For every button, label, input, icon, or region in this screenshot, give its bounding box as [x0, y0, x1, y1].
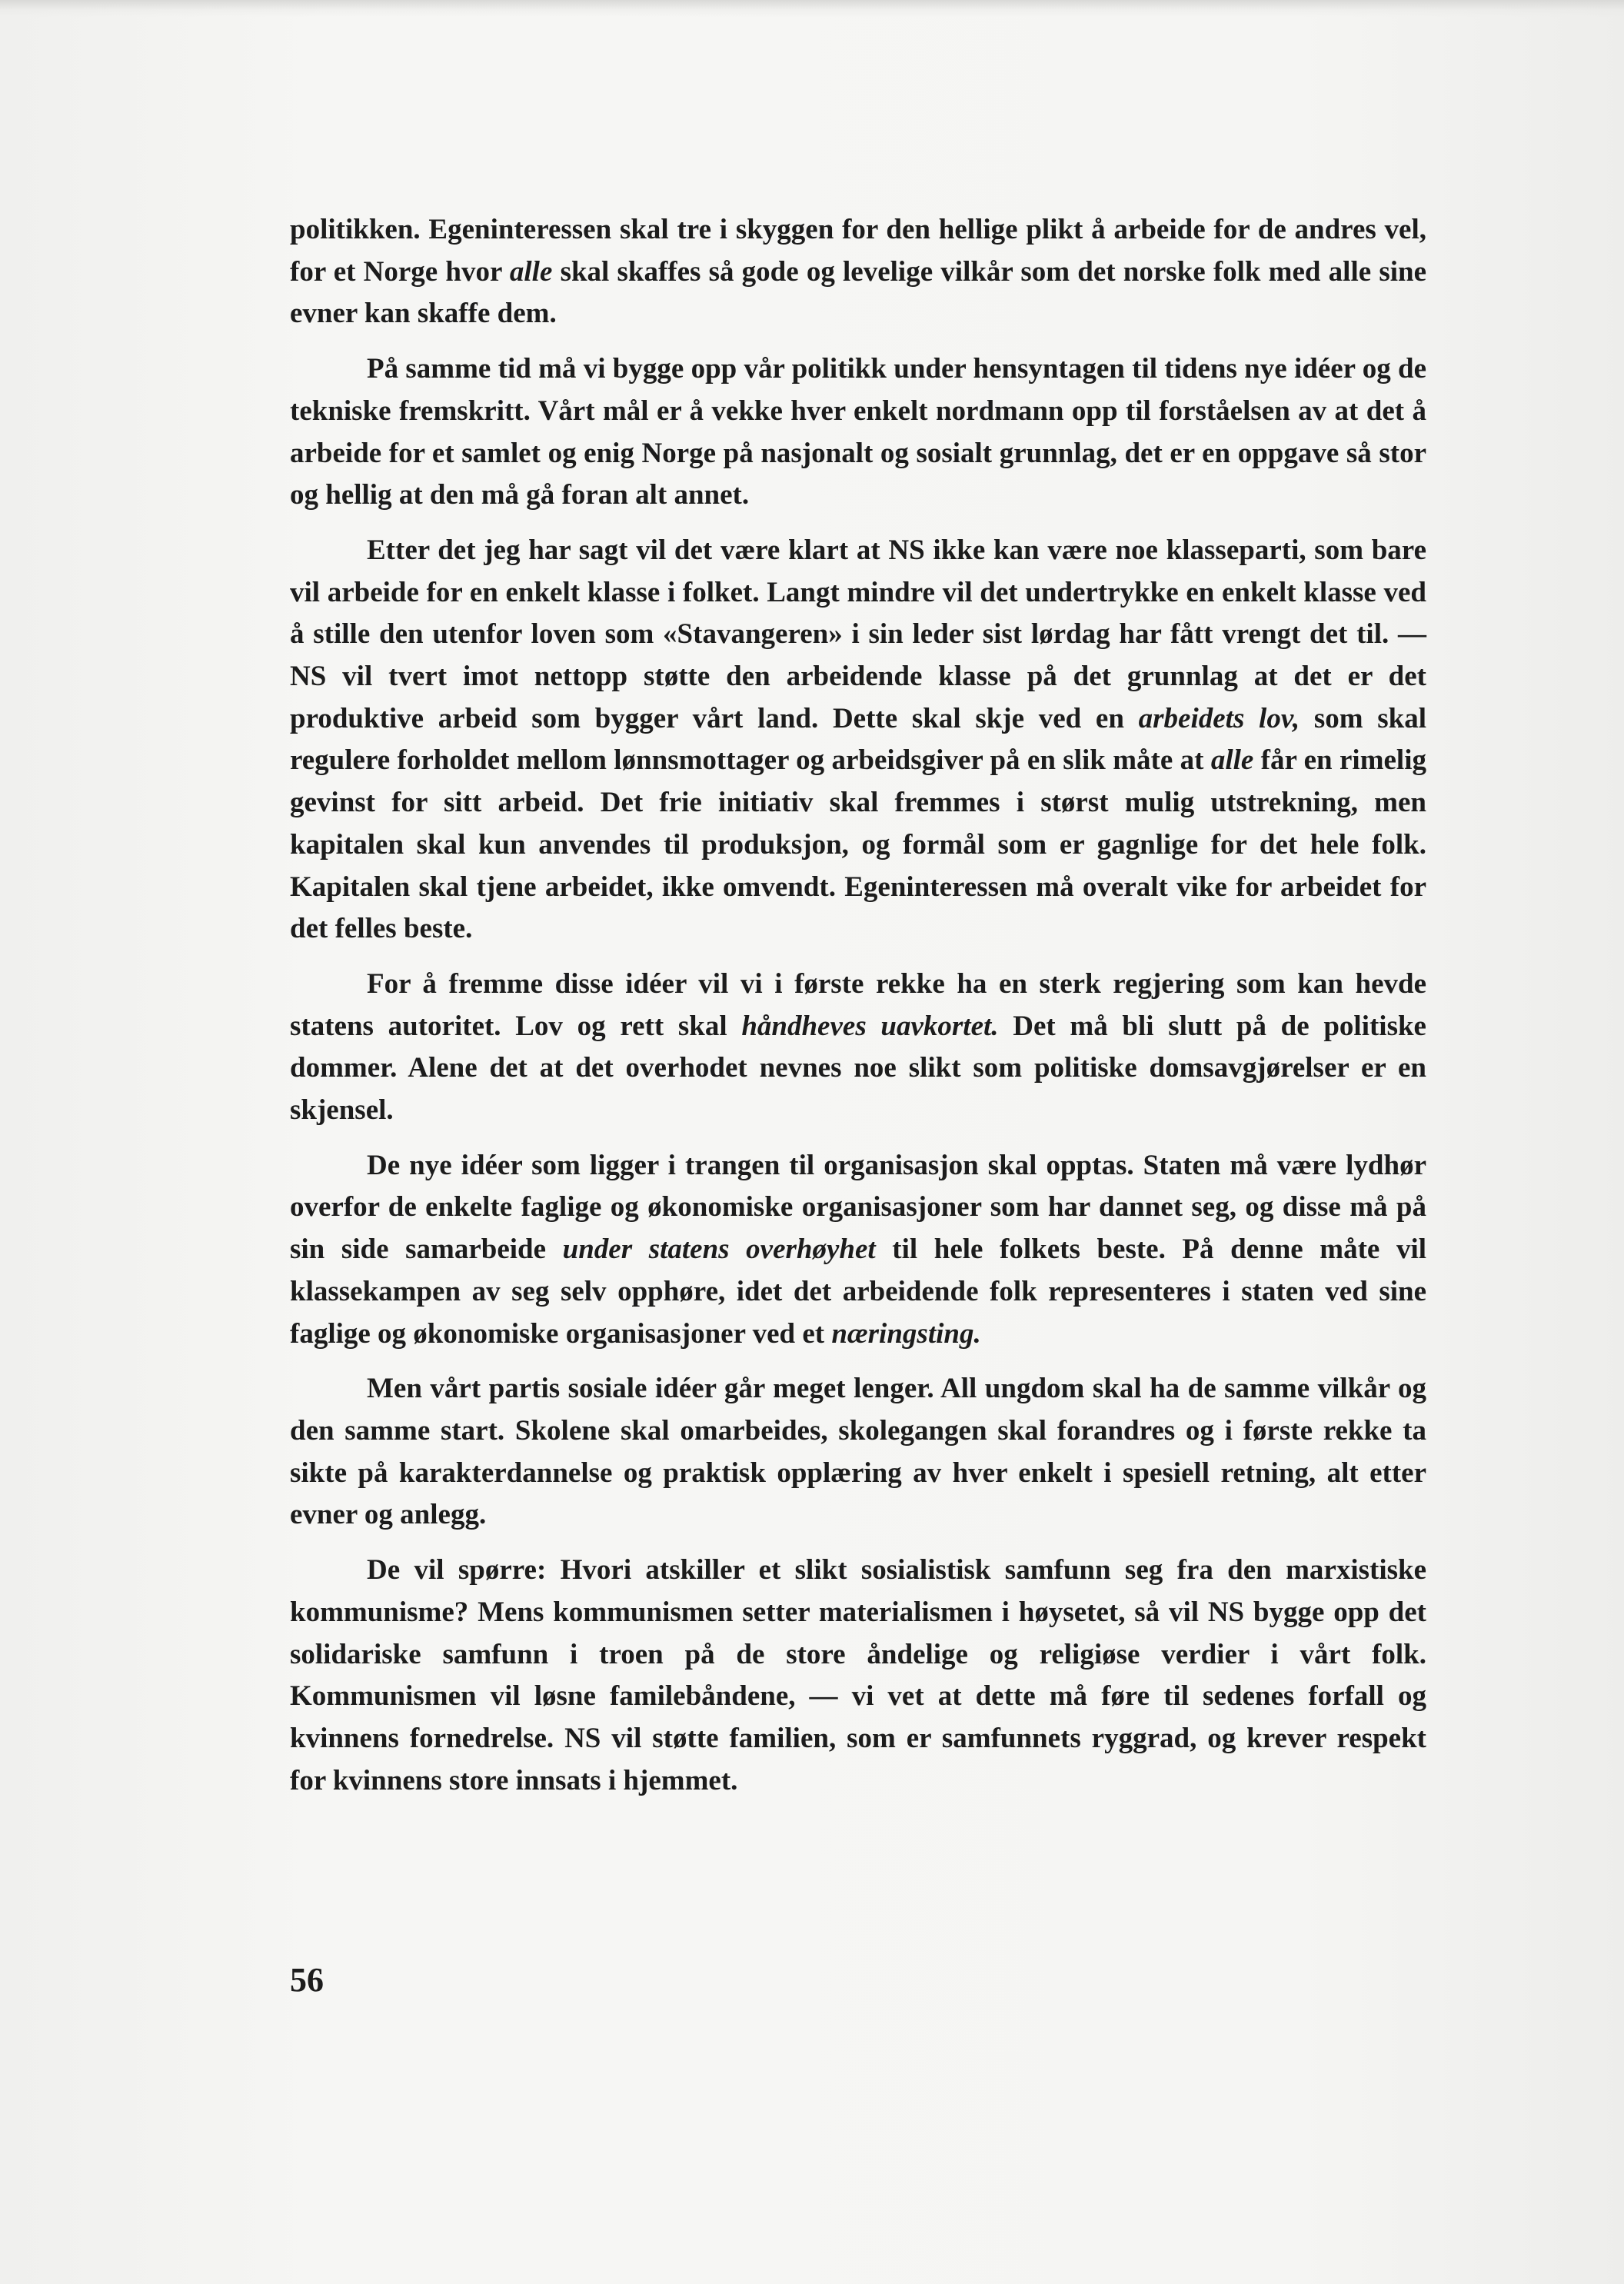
paragraph-5-text-2: til hele folkets beste. På denne måte vil klassekampen av seg selv opphøre, idet det arbeidende folk representeres i staten ved sine faglige og økonomiske organisasjoner ved et — [290, 1234, 1427, 1350]
paragraph-4-emphasis-1: håndheves uavkortet. — [741, 1010, 999, 1042]
paragraph-3-emphasis-1: arbeidets lov, — [1138, 702, 1300, 734]
paragraph-4-text-2: Det må bli slutt på de politiske dommer. Alene det at det overhodet nevnes noe slikt som politiske domsavgjørelser er en skjensel. — [290, 1010, 1426, 1127]
paragraph-1-emphasis-1: alle — [509, 255, 553, 288]
paragraph-3-text-1: Etter det jeg har sagt vil det være klart at NS ikke kan være noe klasseparti, som bare vil arbeide for en enkelt klasse i folket. Langt mindre vil det undertrykke en enkelt klasse ved å stille den utenfor loven som «Stavangeren» i sin leder sist lørdag har fått vrengt det til. — NS vil tvert imot nettopp støtte den arbeidende klasse på det grunnlag at det er det produktive arbeid som bygger vårt land. Dette skal skje ved en — [290, 534, 1426, 734]
paragraph-1-text-1: politikken. Egeninteressen skal tre i skyggen for den hellige plikt å arbeide for de andres vel, for et Norge hvor — [290, 214, 1426, 288]
paragraph-4-text-1: For å fremme disse idéer vil vi i første rekke ha en sterk regjering som kan hevde statens autoritet. Lov og rett skal — [290, 967, 1426, 1042]
paragraph-5-text-1: De nye idéer som ligger i trangen til organisasjon skal opptas. Staten må være lydhør overfor de enkelte faglige og økonomiske organisasjoner som har dannet seg, og disse må på sin side samarbeide — [290, 1149, 1426, 1266]
paragraph-1 — [290, 209, 1426, 335]
paragraph-7-text-1: De vil spørre: Hvori atskiller et slikt sosialistisk samfunn seg fra den marxistiske kommunisme? Mens kommunismen setter materialismen i høysetet, så vil NS bygge opp det solidariske samfunn i troen på de store åndelige og religiøse verdier i vårt folk. Kommunismen vil løsne familebåndene, — vi vet at dette må føre til sedenes forfall og kvinnens fornedrelse. NS vil støtte familien, som er samfunnets ryggrad, og krever respekt for kvinnens store innsats i hjemmet. — [290, 1554, 1426, 1796]
paragraph-5 — [290, 1145, 1426, 1356]
paragraph-7 — [290, 1550, 1426, 1802]
scan-top-edge — [0, 0, 1624, 17]
paragraph-2 — [290, 348, 1426, 517]
paragraph-1-text-2: skal skaffes så gode og levelige vilkår som det norske folk med alle sine evner kan skaffe dem. — [290, 255, 1426, 330]
paragraph-3 — [290, 530, 1426, 951]
paragraph-3-emphasis-2: alle — [1210, 744, 1254, 777]
paragraph-2-text-1: På samme tid må vi bygge opp vår politikk under hensyntagen til tidens nye idéer og de tekniske fremskritt. Vårt mål er å vekke hver enkelt nordmann opp til forståelsen av at det å arbeide for et samlet og enig Norge på nasjonalt og sosialt grunnlag, det er en oppgave så stor og hellig at den må gå foran alt annet. — [290, 353, 1426, 511]
paragraph-3-text-3: får en rimelig gevinst for sitt arbeid. Det frie initiativ skal fremmes i størst mulig utstrekning, men kapitalen skal kun anvendes til produksjon, og formål som er gagnlige for det hele folk. Kapitalen skal tjene arbeidet, ikke omvendt. Egeninteressen må overalt vike for arbeidet for det felles beste. — [290, 744, 1426, 945]
paragraph-6 — [290, 1368, 1426, 1537]
paragraph-4 — [290, 964, 1426, 1132]
body-text — [290, 209, 1426, 1815]
paragraph-5-emphasis-1: under statens overhøyhet — [562, 1234, 876, 1266]
paragraph-5-emphasis-2: næringsting. — [831, 1317, 981, 1350]
page-number: 56 — [290, 1961, 324, 1999]
paragraph-6-text-1: Men vårt partis sosiale idéer går meget lenger. All ungdom skal ha de samme vilkår og den samme start. Skolene skal omarbeides, skolegangen skal forandres og i første rekke ta sikte på karakterdannelse og praktisk opplæring av hver enkelt i spesiell retning, alt etter evner og anlegg. — [290, 1373, 1426, 1531]
paragraph-3-text-2: som skal regulere forholdet mellom lønnsmottager og arbeidsgiver på en slik måte at — [290, 702, 1426, 777]
